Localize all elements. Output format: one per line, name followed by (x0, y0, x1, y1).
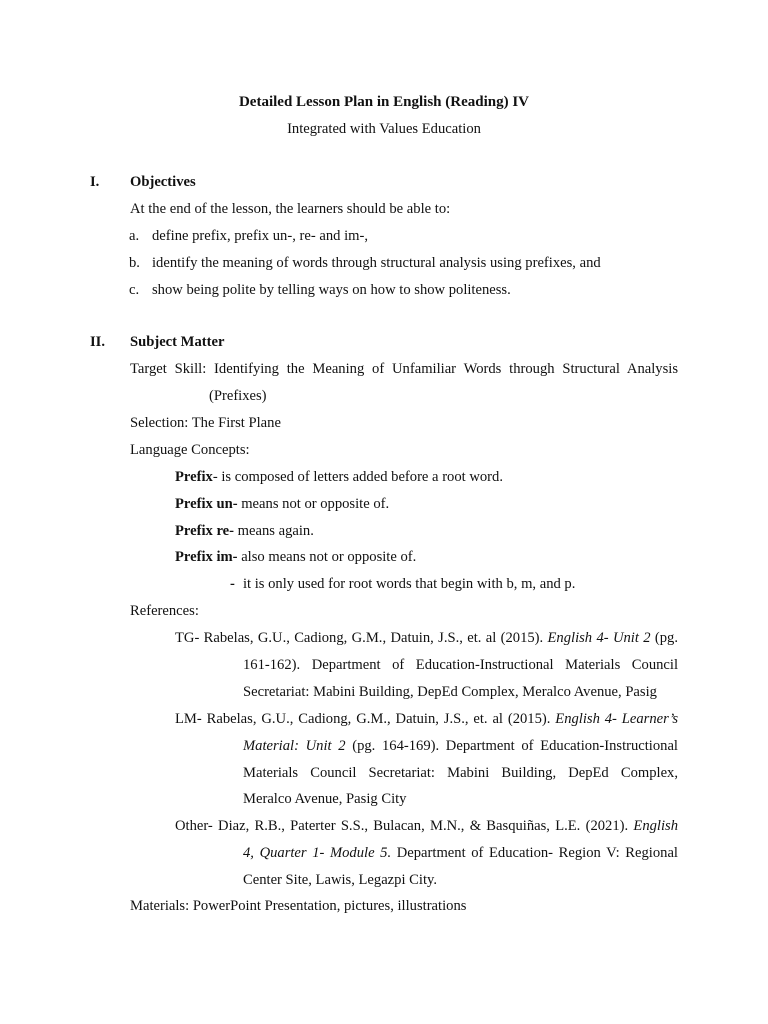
concept-note: it is only used for root words that begin with b, m, and p. (243, 576, 576, 592)
objective-letter: b. (129, 255, 140, 271)
objective-text: define prefix, prefix un-, re- and im-, (152, 228, 368, 244)
concept-line (175, 548, 416, 566)
concept-term: Prefix (175, 469, 213, 485)
reference-text: LM- Rabelas, G.U., Cadiong, G.M., Datuin, J.S., et. al (2015). (175, 711, 556, 727)
reference-lm-line (243, 737, 678, 755)
reference-text: Department of Education- Region V: Regional (391, 845, 678, 861)
concept-note-dash: - (230, 576, 235, 592)
concept-definition: also means not or opposite of. (237, 549, 417, 565)
reference-lm-line: Materials Council Secretariat: Mabini Building, DepEd Complex, (243, 765, 678, 781)
objective-text: show being polite by telling ways on how to show politeness. (152, 282, 511, 298)
reference-title: Material: Unit 2 (243, 738, 346, 754)
concept-line (175, 495, 389, 513)
materials-line: Materials: PowerPoint Presentation, pictures, illustrations (130, 898, 467, 914)
concept-definition: means not or opposite of. (237, 496, 390, 512)
section-number-subject-matter: II. (90, 334, 106, 350)
concept-term: Prefix re- (175, 523, 235, 539)
selection-line: Selection: The First Plane (130, 415, 281, 431)
reference-text: Other- Diaz, R.B., Paterter S.S., Bulacan, M.N., & Basquiñas, L.E. (2021). (175, 818, 634, 834)
concept-line (175, 522, 314, 540)
section-heading-subject-matter: Subject Matter (130, 334, 225, 350)
reference-tg-line: Secretariat: Mabini Building, DepEd Complex, Meralco Avenue, Pasig (243, 684, 657, 700)
target-skill-continuation: (Prefixes) (209, 388, 267, 404)
reference-lm-line (175, 710, 678, 728)
reference-other-line: Center Site, Lawis, Legazpi City. (243, 872, 437, 888)
reference-text: TG- Rabelas, G.U., Cadiong, G.M., Datuin, J.S., et. al (2015). (175, 630, 548, 646)
references-label: References: (130, 603, 199, 619)
reference-lm-line: Meralco Avenue, Pasig City (243, 791, 407, 807)
section-heading-objectives: Objectives (130, 174, 196, 190)
objective-letter: a. (129, 228, 140, 244)
objectives-intro: At the end of the lesson, the learners should be able to: (130, 201, 451, 217)
concept-definition: means again. (234, 523, 314, 539)
reference-title: English 4- Learner’s (555, 711, 678, 727)
reference-tg-line: 161-162). Department of Education-Instructional Materials Council (243, 657, 678, 673)
concept-definition: - is composed of letters added before a root word. (212, 469, 503, 485)
document-subtitle: Integrated with Values Education (287, 121, 481, 137)
section-number-objectives: I. (90, 174, 100, 190)
reference-tg-line (175, 629, 678, 647)
concept-term: Prefix un- (175, 496, 238, 512)
reference-text: (pg. (650, 630, 678, 646)
concept-line (175, 468, 503, 486)
reference-other-line (243, 844, 678, 862)
reference-other-line (175, 817, 678, 835)
objective-text: identify the meaning of words through structural analysis using prefixes, and (152, 255, 601, 271)
reference-text: (pg. 164-169). Department of Education-Instructional (345, 738, 678, 754)
reference-title: English (633, 818, 678, 834)
reference-title: 4, Quarter 1- Module 5. (243, 845, 392, 861)
objective-letter: c. (129, 282, 140, 298)
concept-term: Prefix im- (175, 549, 238, 565)
reference-title: English 4- Unit 2 (547, 630, 651, 646)
target-skill-line: Target Skill: Identifying the Meaning of Unfamiliar Words through Structural Analysis (130, 361, 678, 377)
language-concepts-label: Language Concepts: (130, 442, 250, 458)
document-title: Detailed Lesson Plan in English (Reading) IV (238, 94, 530, 110)
